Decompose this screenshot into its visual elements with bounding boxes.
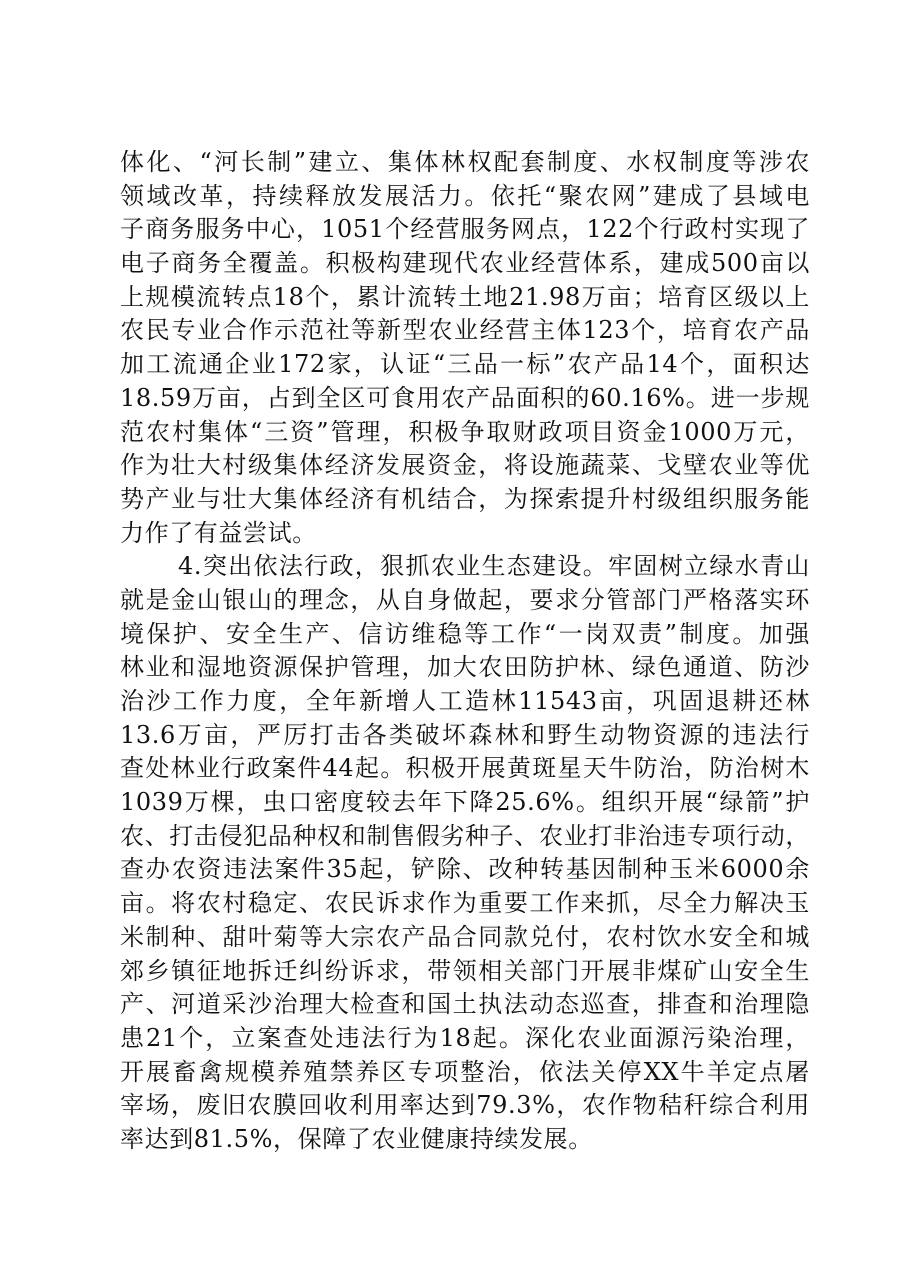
text-line: 境保护、安全生产、信访维稳等工作“一岗双责”制度。加强 [120, 619, 810, 648]
text-line: 势产业与壮大集体经济有机结合，为探索提升村级组织服务能 [120, 484, 810, 513]
text-line: 1039万棵，虫口密度较去年下降25.6%。组织开展“绿箭”护 [120, 788, 810, 817]
text-line: 郊乡镇征地拆迁纠纷诉求，带领相关部门开展非煤矿山安全生 [120, 956, 810, 985]
text-line: 电子商务全覆盖。积极构建现代农业经营体系，建成500亩以 [120, 249, 810, 278]
text-line: 农、打击侵犯品种权和制售假劣种子、农业打非治违专项行动， [120, 821, 810, 850]
text-line: 率达到81.5%，保障了农业健康持续发展。 [120, 1124, 593, 1153]
text-line: 查处林业行政案件44起。积极开展黄斑星天牛防治，防治树木 [120, 754, 810, 783]
text-line: 力作了有益尝试。 [120, 518, 317, 547]
body-text [120, 146, 810, 1157]
text-line: 加工流通企业172家，认证“三品一标”农产品14个，面积达 [120, 350, 810, 379]
text-line: 查办农资违法案件35起，铲除、改种转基因制种玉米6000余 [120, 855, 810, 884]
text-line: 范农村集体“三资”管理，积极争取财政项目资金1000万元， [120, 417, 810, 446]
text-line: 患21个，立案查处违法行为18起。深化农业面源污染治理， [120, 1023, 810, 1052]
text-line: 领域改革，持续释放发展活力。依托“聚农网”建成了县域电 [120, 181, 810, 210]
text-line: 林业和湿地资源保护管理，加大农田防护林、绿色通道、防沙 [120, 653, 810, 682]
text-line: 就是金山银山的理念，从自身做起，要求分管部门严格落实环 [120, 585, 810, 614]
text-line: 产、河道采沙治理大检查和国土执法动态巡查，排查和治理隐 [120, 990, 810, 1019]
section-heading-line: 4.突出依法行政，狠抓农业生态建设。牢固树立绿水青山 [178, 552, 810, 581]
text-line: 治沙工作力度，全年新增人工造林11543亩，巩固退耕还林 [120, 687, 810, 715]
text-line: 亩。将农村稳定、农民诉求作为重要工作来抓，尽全力解决玉 [120, 889, 810, 918]
text-line: 体化、“河长制”建立、集体林权配套制度、水权制度等涉农 [120, 148, 810, 176]
text-line: 作为壮大村级集体经济发展资金，将设施蔬菜、戈壁农业等优 [120, 451, 810, 480]
text-line: 开展畜禽规模养殖禁养区专项整治，依法关停XX牛羊定点屠 [120, 1057, 810, 1086]
text-line: 宰场，废旧农膜回收利用率达到79.3%，农作物秸秆综合利用 [120, 1091, 810, 1120]
text-line: 18.59万亩，占到全区可食用农产品面积的60.16%。进一步规 [120, 383, 810, 412]
text-line: 米制种、甜叶菊等大宗农产品合同款兑付，农村饮水安全和城 [120, 922, 810, 951]
text-line: 子商务服务中心，1051个经营服务网点，122个行政村实现了 [120, 215, 810, 244]
text-line: 农民专业合作示范社等新型农业经营主体123个，培育农产品 [120, 316, 810, 345]
text-line: 13.6万亩，严厉打击各类破坏森林和野生动物资源的违法行 [120, 720, 810, 749]
text-line: 上规模流转点18个，累计流转土地21.98万亩；培育区级以上 [120, 282, 810, 311]
